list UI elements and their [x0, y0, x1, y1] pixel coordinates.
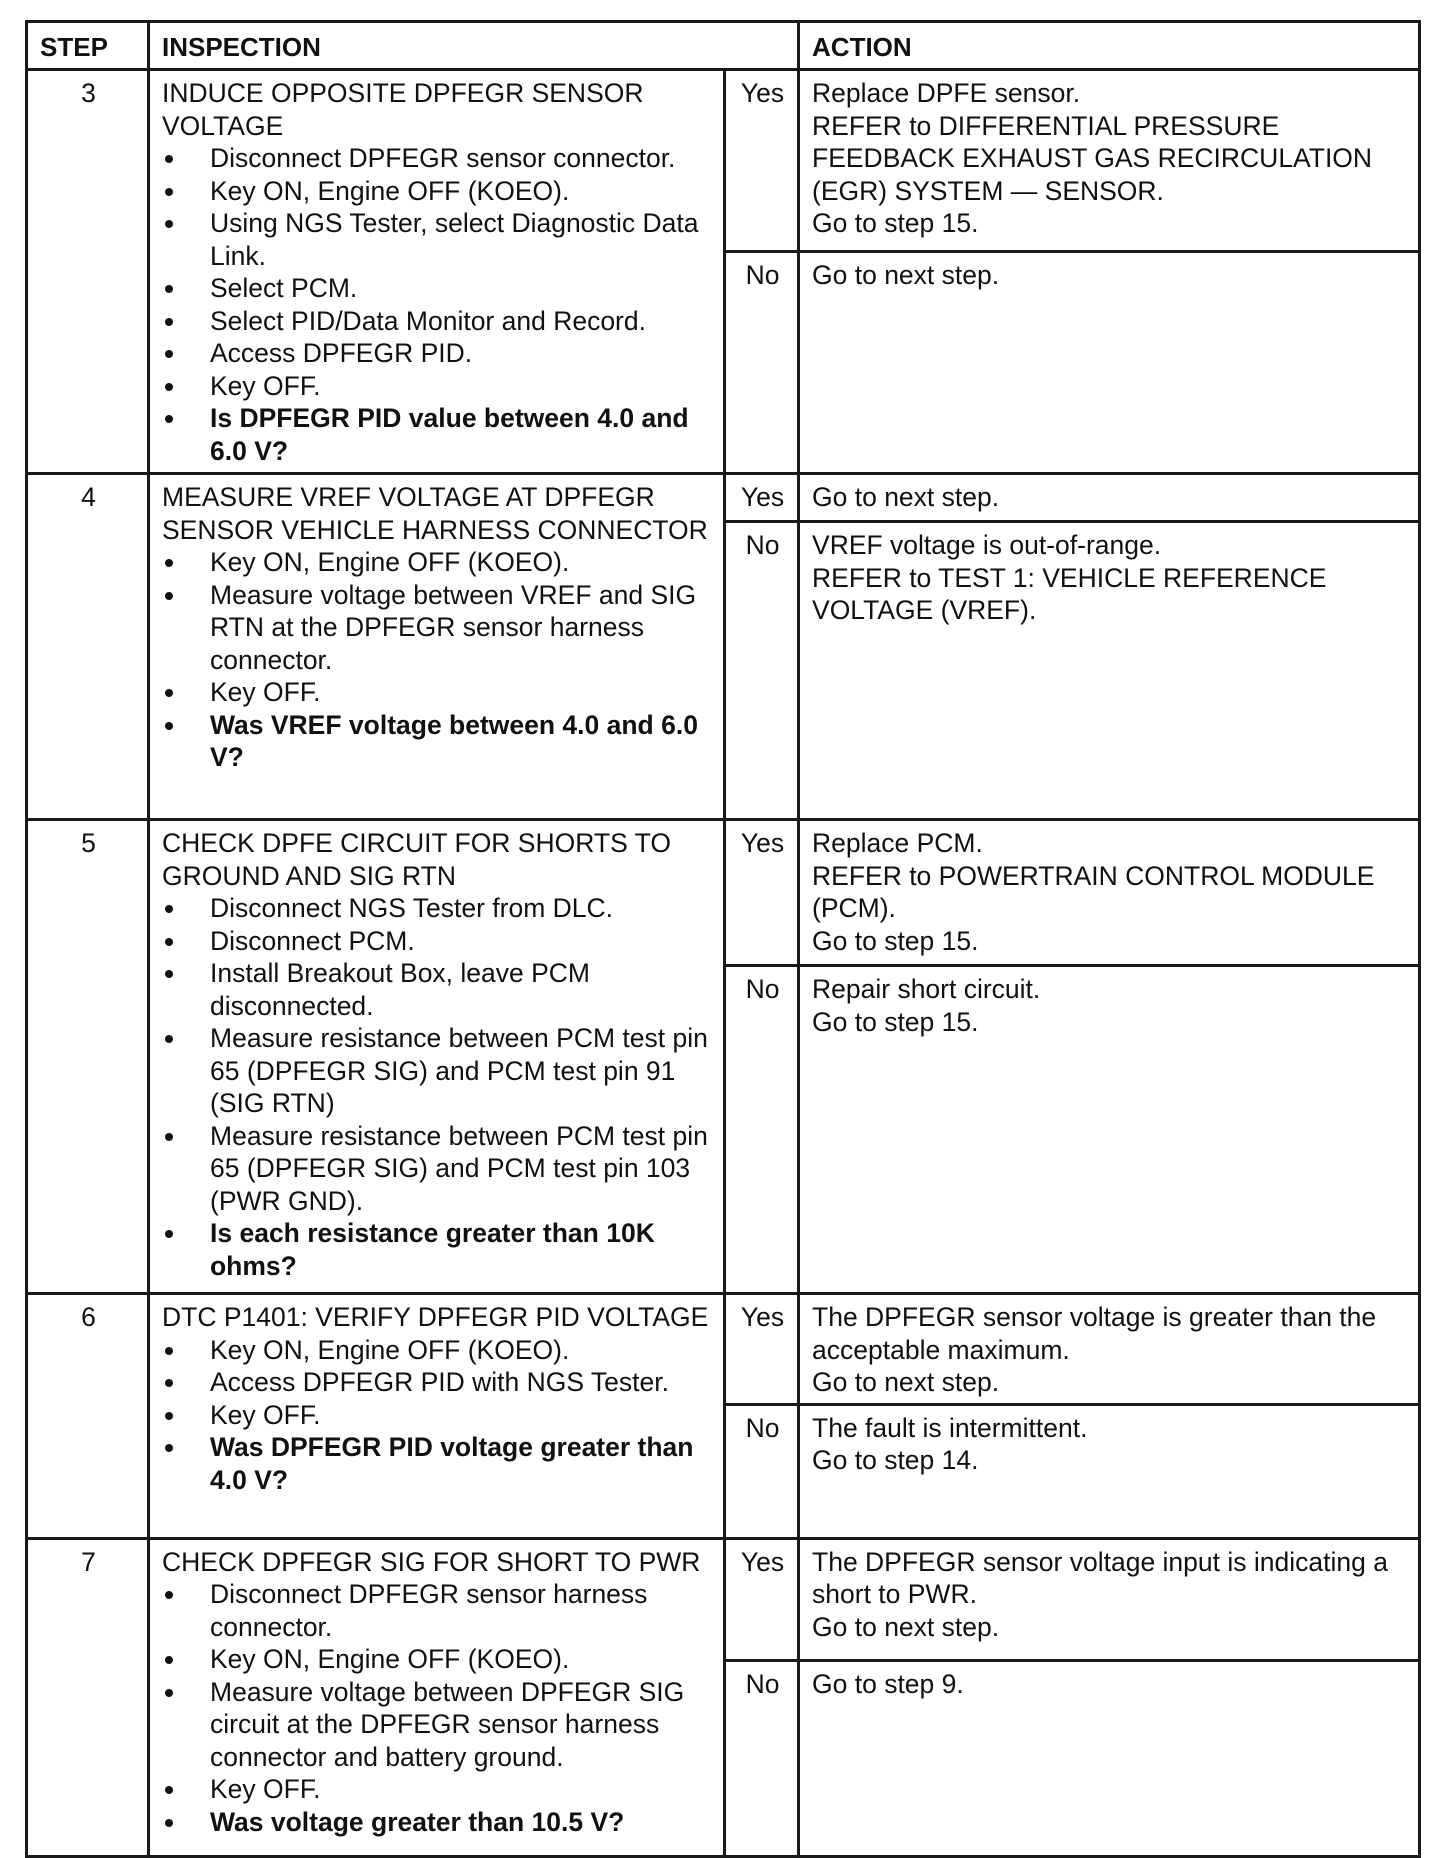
inspection-question: Is each resistance greater than 10K ohms? [162, 1217, 713, 1282]
yes-label: Yes [725, 1294, 799, 1405]
no-action-cell [799, 252, 1420, 474]
step-number: 4 [27, 474, 149, 820]
inspection-bullet: Disconnect PCM. [162, 925, 713, 958]
inspection-cell [149, 1294, 725, 1539]
yes-action-cell [799, 1294, 1420, 1405]
inspection-bullet: Measure voltage between DPFEGR SIG circuit at the DPFEGR sensor harness connector and battery ground. [162, 1676, 713, 1774]
inspection-question: Was DPFEGR PID voltage greater than 4.0 V? [162, 1431, 713, 1496]
action-line: Go to step 15. [812, 925, 979, 956]
inspection-column-header: INSPECTION [149, 22, 799, 70]
no-action-cell [799, 1660, 1420, 1856]
no-action-cell [799, 1404, 1420, 1538]
inspection-bullet: Using NGS Tester, select Diagnostic Data Link. [162, 207, 713, 272]
inspection-bullet: Key ON, Engine OFF (KOEO). [162, 1643, 713, 1676]
inspection-question: Is DPFEGR PID value between 4.0 and 6.0 V? [162, 402, 713, 467]
inspection-bullet: Key ON, Engine OFF (KOEO). [162, 1334, 713, 1367]
action-line: VREF voltage is out-of-range. [812, 530, 1162, 560]
step-number: 7 [27, 1538, 149, 1856]
procedure-body [27, 70, 1420, 1857]
action-line: Replace PCM. [812, 828, 983, 858]
inspection-bullet-list [162, 546, 713, 774]
step-row-yes [27, 474, 1420, 522]
inspection-bullet-list [162, 1578, 713, 1838]
inspection-bullet: Install Breakout Box, leave PCM disconnected. [162, 957, 713, 1022]
action-line: Go to next step. [812, 1611, 1000, 1642]
action-line: Go to next step. [812, 260, 1000, 290]
inspection-bullet: Disconnect DPFEGR sensor connector. [162, 142, 713, 175]
inspection-title: DTC P1401: VERIFY DPFEGR PID VOLTAGE [162, 1302, 709, 1332]
inspection-bullet: Measure resistance between PCM test pin 65 (DPFEGR SIG) and PCM test pin 103 (PWR GND). [162, 1120, 713, 1218]
inspection-bullet-list [162, 892, 713, 1282]
inspection-bullet: Measure resistance between PCM test pin 65 (DPFEGR SIG) and PCM test pin 91 (SIG RTN) [162, 1022, 713, 1120]
no-action-cell [799, 522, 1420, 820]
step-row-yes [27, 70, 1420, 252]
inspection-bullet: Disconnect DPFEGR sensor harness connector. [162, 1578, 713, 1643]
yes-label: Yes [725, 474, 799, 522]
inspection-bullet: Disconnect NGS Tester from DLC. [162, 892, 713, 925]
action-line: REFER to TEST 1: VEHICLE REFERENCE VOLTAGE (VREF). [812, 562, 1327, 625]
inspection-bullet: Key OFF. [162, 676, 713, 709]
inspection-bullet: Access DPFEGR PID with NGS Tester. [162, 1366, 713, 1399]
action-line: Go to step 9. [812, 1668, 964, 1699]
action-line: Go to next step. [812, 482, 1000, 512]
step-row-yes [27, 820, 1420, 966]
step-number: 5 [27, 820, 149, 1294]
inspection-bullet: Select PID/Data Monitor and Record. [162, 305, 713, 338]
step-number: 6 [27, 1294, 149, 1539]
no-action-cell [799, 966, 1420, 1294]
inspection-bullet: Select PCM. [162, 272, 713, 305]
action-line: Repair short circuit. [812, 974, 1041, 1004]
inspection-bullet-list [162, 1334, 713, 1497]
inspection-bullet: Key ON, Engine OFF (KOEO). [162, 175, 713, 208]
action-column-header: ACTION [799, 22, 1420, 70]
step-column-header: STEP [27, 22, 149, 70]
inspection-question: Was VREF voltage between 4.0 and 6.0 V? [162, 709, 713, 774]
yes-label: Yes [725, 70, 799, 252]
inspection-bullet: Key OFF. [162, 370, 713, 403]
inspection-title: CHECK DPFE CIRCUIT FOR SHORTS TO GROUND AND SIG RTN [162, 828, 671, 891]
inspection-cell [149, 474, 725, 820]
inspection-title: CHECK DPFEGR SIG FOR SHORT TO PWR [162, 1546, 701, 1577]
action-line: The DPFEGR sensor voltage is greater than the acceptable maximum. [812, 1302, 1377, 1365]
inspection-question: Was voltage greater than 10.5 V? [162, 1806, 713, 1839]
inspection-title: MEASURE VREF VOLTAGE AT DPFEGR SENSOR VEHICLE HARNESS CONNECTOR [162, 482, 708, 545]
inspection-cell [149, 820, 725, 1294]
no-label: No [725, 522, 799, 820]
procedure-sheet [25, 20, 1418, 1837]
no-label: No [725, 252, 799, 474]
yes-action-cell [799, 820, 1420, 966]
header-row [27, 22, 1420, 70]
step-number: 3 [27, 70, 149, 474]
step-row-yes [27, 1538, 1420, 1660]
step-row-yes [27, 1294, 1420, 1405]
no-label: No [725, 1404, 799, 1538]
no-label: No [725, 1660, 799, 1856]
inspection-bullet: Key OFF. [162, 1773, 713, 1806]
inspection-bullet-list [162, 142, 713, 467]
action-line: The DPFEGR sensor voltage input is indicating a short to PWR. [812, 1546, 1388, 1609]
diagnostic-procedure-table [25, 20, 1421, 1858]
inspection-cell [149, 70, 725, 474]
inspection-bullet: Key ON, Engine OFF (KOEO). [162, 546, 713, 579]
no-label: No [725, 966, 799, 1294]
yes-action-cell [799, 70, 1420, 252]
yes-label: Yes [725, 820, 799, 966]
inspection-cell [149, 1538, 725, 1856]
yes-label: Yes [725, 1538, 799, 1660]
action-line: Go to step 15. [812, 208, 979, 238]
action-line: Go to next step. [812, 1367, 1000, 1397]
action-line: REFER to DIFFERENTIAL PRESSURE FEEDBACK EXHAUST GAS RECIRCULATION (EGR) SYSTEM — SENSOR. [812, 110, 1373, 206]
inspection-title: INDUCE OPPOSITE DPFEGR SENSOR VOLTAGE [162, 78, 644, 141]
inspection-bullet: Measure voltage between VREF and SIG RTN at the DPFEGR sensor harness connector. [162, 579, 713, 677]
yes-action-cell [799, 1538, 1420, 1660]
inspection-bullet: Access DPFEGR PID. [162, 337, 713, 370]
inspection-bullet: Key OFF. [162, 1399, 713, 1432]
action-line: Go to step 14. [812, 1445, 979, 1475]
action-line: REFER to POWERTRAIN CONTROL MODULE (PCM). [812, 860, 1375, 923]
action-line: Go to step 15. [812, 1006, 979, 1037]
yes-action-cell [799, 474, 1420, 522]
action-line: Replace DPFE sensor. [812, 78, 1081, 108]
action-line: The fault is intermittent. [812, 1412, 1088, 1443]
